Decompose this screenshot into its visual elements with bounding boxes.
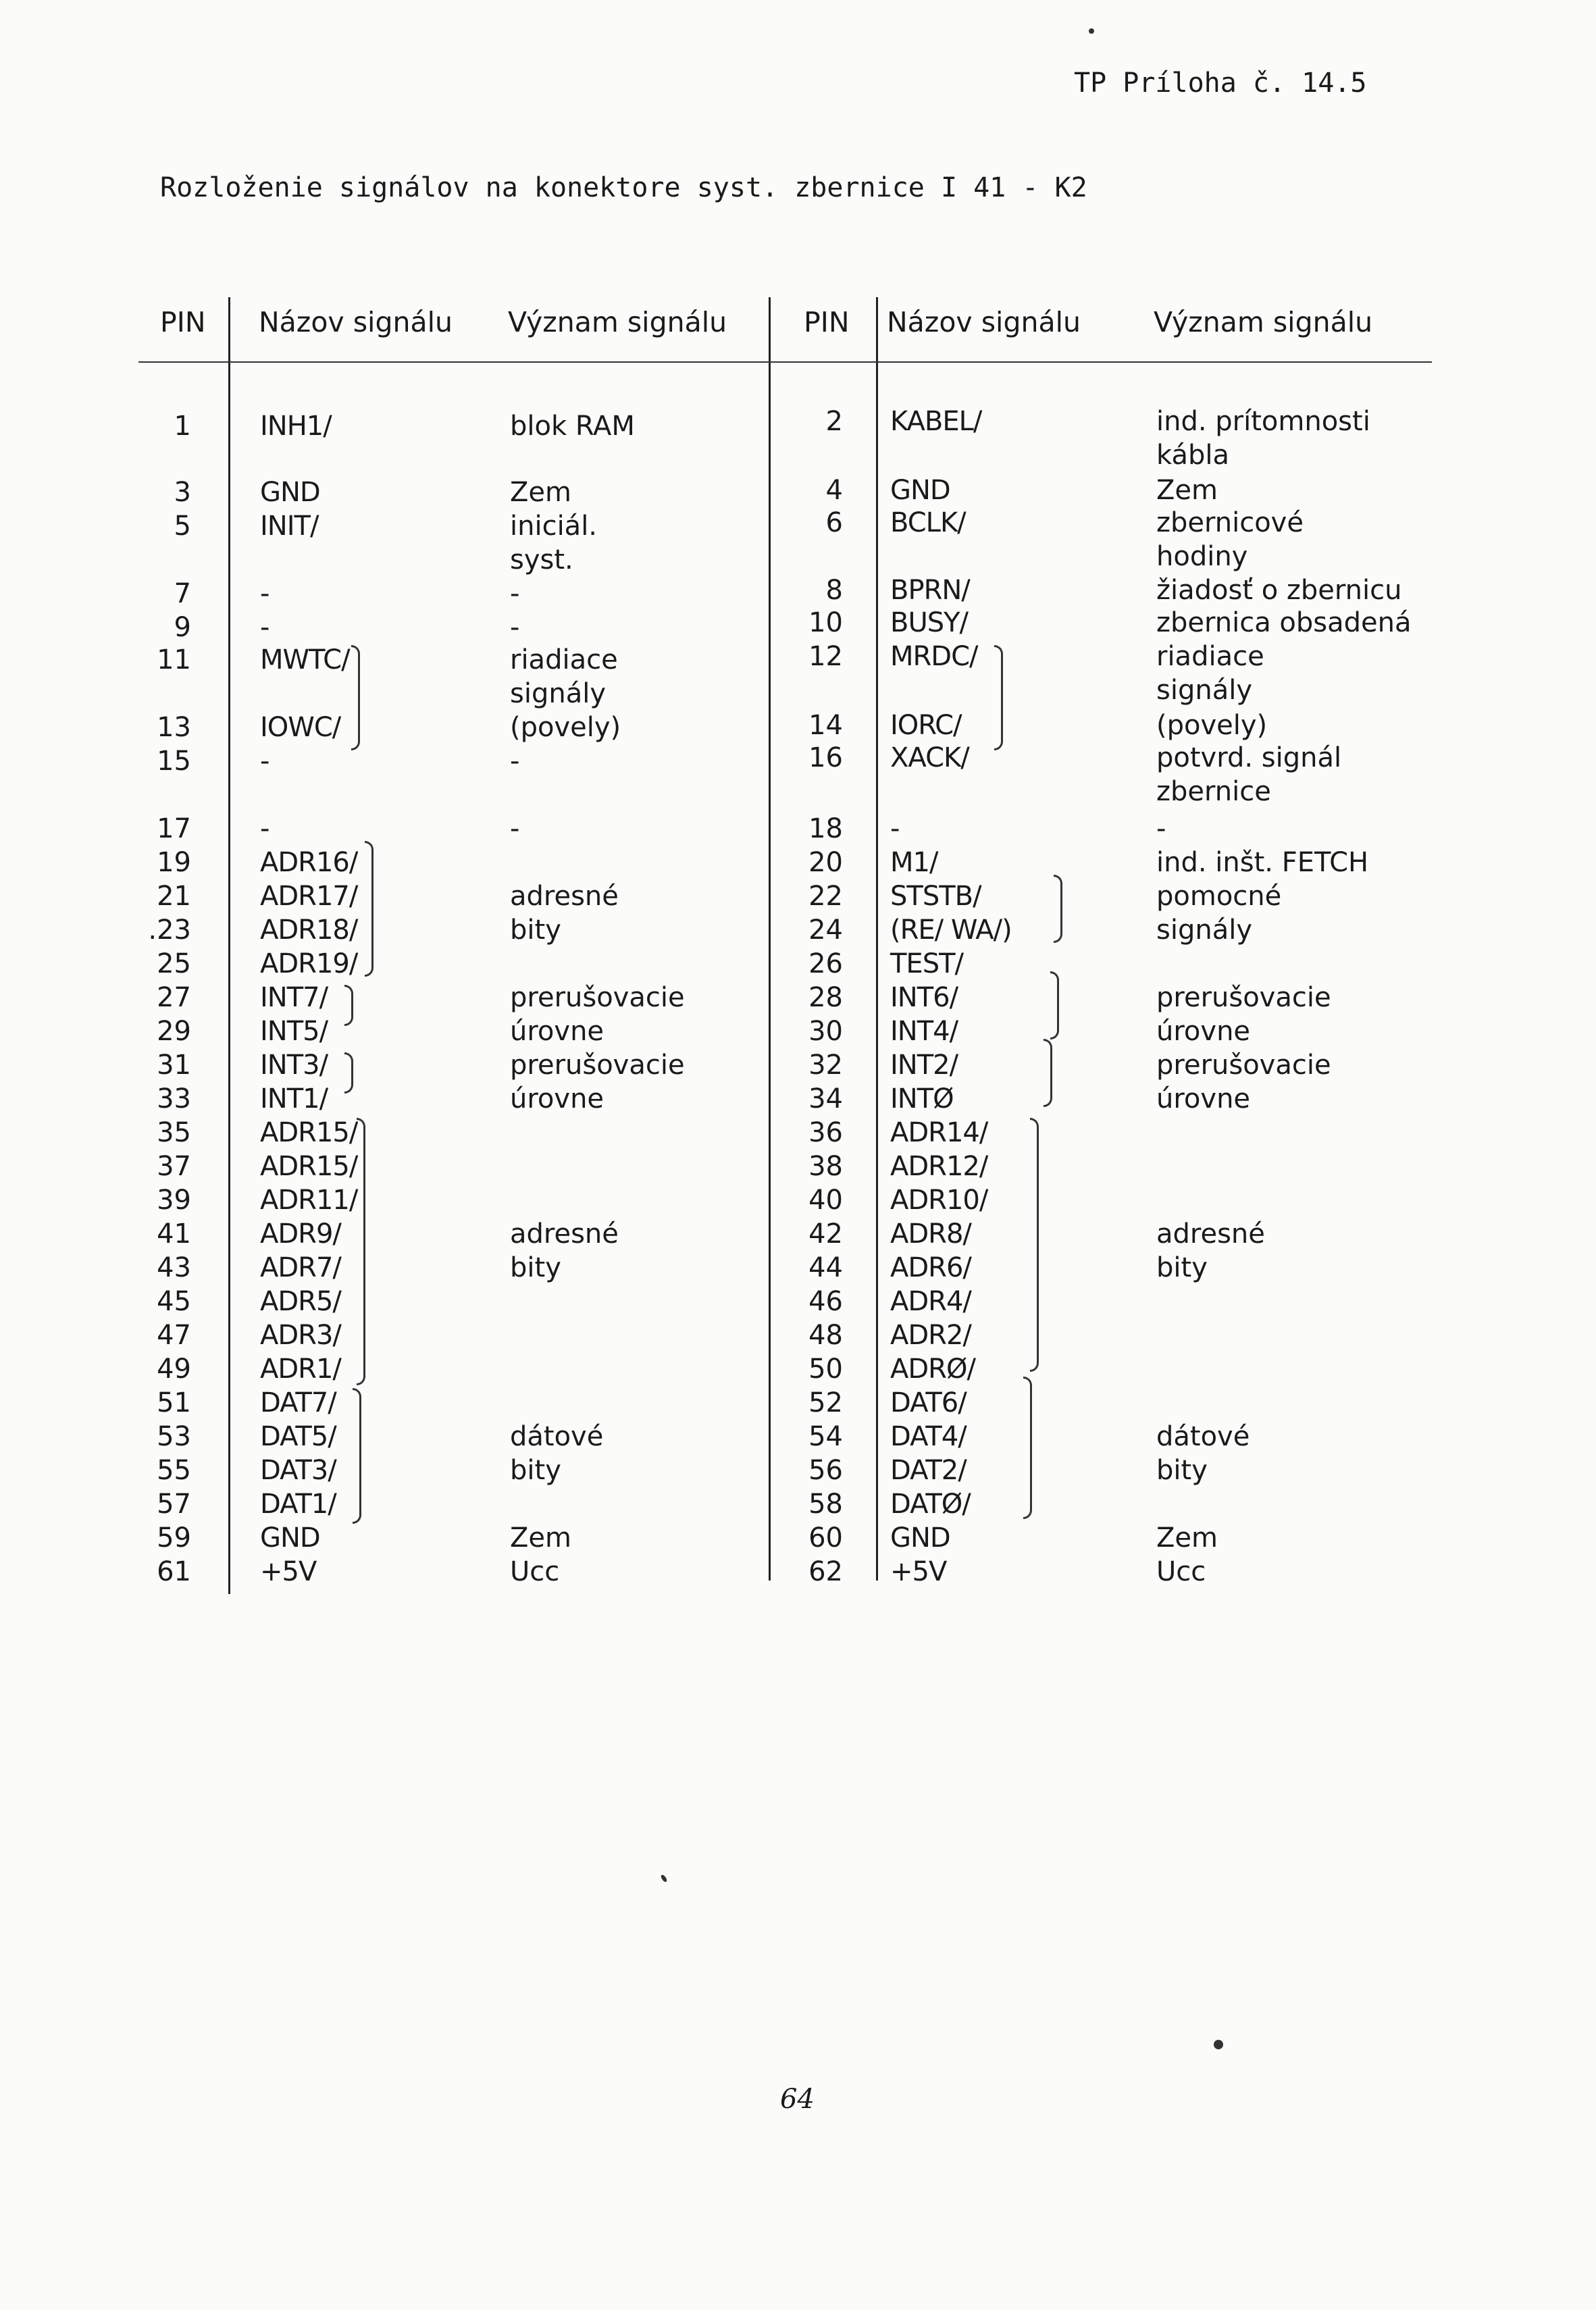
- right-name-cell: INT6/: [890, 982, 958, 1013]
- right-meaning-cell: -: [1156, 813, 1166, 844]
- left-pin-cell: 45: [157, 1286, 191, 1317]
- left-name-cell: ADR5/: [260, 1286, 341, 1317]
- right-meaning-cell: úrovne: [1156, 1016, 1251, 1047]
- column-divider-right: [876, 297, 878, 1581]
- right-pin-cell: 34: [808, 1083, 843, 1114]
- right-meaning-cell: ind. inšt. FETCH: [1156, 847, 1369, 878]
- right-pin-cell: 26: [808, 948, 843, 979]
- left-pin-cell: 33: [157, 1083, 191, 1114]
- right-meaning-cell: Ucc: [1156, 1556, 1206, 1587]
- brace-right-addr: [1030, 1118, 1039, 1372]
- right-pin-cell: 62: [808, 1556, 843, 1587]
- right-name-cell: +5V: [890, 1556, 947, 1587]
- right-meaning-cell: signály: [1156, 915, 1252, 946]
- left-pin-cell: 41: [157, 1218, 191, 1250]
- left-pin-cell: 11: [157, 644, 191, 675]
- brace-right-int-a: [1050, 971, 1059, 1040]
- right-name-cell: DATØ/: [890, 1489, 971, 1520]
- right-name-cell: GND: [890, 475, 950, 506]
- right-pin-cell: 42: [808, 1218, 843, 1250]
- right-name-cell: ADR10/: [890, 1185, 988, 1216]
- right-name-cell: DAT2/: [890, 1455, 967, 1486]
- left-pin-cell: 17: [157, 813, 191, 844]
- right-name-cell: ADR4/: [890, 1286, 971, 1317]
- header-meaning-left: Význam signálu: [508, 306, 727, 338]
- left-meaning-cell: -: [510, 746, 520, 777]
- right-pin-cell: 40: [808, 1185, 843, 1216]
- left-pin-cell: 29: [157, 1016, 191, 1047]
- left-meaning-cell: úrovne: [510, 1016, 604, 1047]
- header-pin-right: PIN: [804, 306, 850, 338]
- right-name-cell: GND: [890, 1522, 950, 1554]
- left-pin-cell: 31: [157, 1050, 191, 1081]
- right-pin-cell: 46: [808, 1286, 843, 1317]
- left-name-cell: DAT1/: [260, 1489, 336, 1520]
- left-pin-cell: 39: [157, 1185, 191, 1216]
- left-name-cell: ADR3/: [260, 1320, 341, 1351]
- right-meaning-cell: ind. prítomnosti: [1156, 406, 1370, 437]
- document-title: Rozloženie signálov na konektore syst. zbernice I 41 - K2: [160, 172, 1087, 203]
- right-meaning-cell: bity: [1156, 1455, 1208, 1486]
- header-rule: [138, 361, 1432, 363]
- left-name-cell: ADR18/: [260, 915, 358, 946]
- left-pin-cell: 53: [157, 1421, 191, 1452]
- right-pin-cell: 22: [808, 881, 843, 912]
- left-pin-cell: 21: [157, 881, 191, 912]
- left-pin-cell: 61: [157, 1556, 191, 1587]
- left-meaning-cell: (povely): [510, 712, 621, 743]
- right-name-cell: ADR14/: [890, 1117, 988, 1148]
- left-meaning-cell: bity: [510, 915, 561, 946]
- right-name-cell: INT2/: [890, 1050, 958, 1081]
- right-meaning-cell: adresné: [1156, 1218, 1265, 1250]
- left-pin-cell: 59: [157, 1522, 191, 1554]
- right-pin-cell: 44: [808, 1252, 843, 1283]
- right-name-cell: ADR8/: [890, 1218, 971, 1250]
- left-name-cell: DAT3/: [260, 1455, 336, 1486]
- right-pin-cell: 10: [808, 607, 843, 638]
- left-meaning-cell: Zem: [510, 477, 571, 508]
- left-name-cell: INT3/: [260, 1050, 328, 1081]
- right-meaning-cell: zbernicové: [1156, 507, 1304, 538]
- brace-right-int-b: [1044, 1039, 1052, 1107]
- scan-speck: [660, 1874, 668, 1882]
- left-pin-cell: .23: [148, 915, 191, 946]
- right-pin-cell: 36: [808, 1117, 843, 1148]
- left-name-cell: ADR15/: [260, 1151, 358, 1182]
- left-meaning-cell: -: [510, 578, 520, 609]
- right-name-cell: DAT6/: [890, 1387, 967, 1418]
- left-name-cell: DAT5/: [260, 1421, 336, 1452]
- left-pin-cell: 55: [157, 1455, 191, 1486]
- right-pin-cell: 24: [808, 915, 843, 946]
- left-meaning-cell: syst.: [510, 544, 573, 575]
- right-name-cell: (RE/ WA/): [890, 915, 1012, 946]
- left-pin-cell: 1: [174, 411, 191, 442]
- left-pin-cell: 7: [174, 578, 191, 609]
- left-meaning-cell: riadiace: [510, 644, 618, 675]
- right-pin-cell: 54: [808, 1421, 843, 1452]
- left-name-cell: IOWC/: [260, 712, 341, 743]
- left-name-cell: GND: [260, 1522, 320, 1554]
- left-pin-cell: 27: [157, 982, 191, 1013]
- column-divider-left: [228, 297, 230, 1594]
- brace-left-int-a: [344, 985, 353, 1026]
- left-pin-cell: 19: [157, 847, 191, 878]
- right-name-cell: INTØ: [890, 1083, 954, 1114]
- header-pin-left: PIN: [160, 306, 206, 338]
- scan-speck: [1089, 28, 1094, 34]
- document-header: TP Príloha č. 14.5: [1074, 68, 1367, 99]
- left-meaning-cell: signály: [510, 678, 606, 709]
- left-meaning-cell: adresné: [510, 1218, 619, 1250]
- left-pin-cell: 9: [174, 612, 191, 643]
- right-pin-cell: 8: [825, 575, 843, 606]
- left-meaning-cell: prerušovacie: [510, 1050, 685, 1081]
- right-pin-cell: 20: [808, 847, 843, 878]
- column-divider-middle: [769, 297, 771, 1581]
- left-meaning-cell: -: [510, 813, 520, 844]
- right-name-cell: ADR2/: [890, 1320, 971, 1351]
- left-pin-cell: 51: [157, 1387, 191, 1418]
- scan-speck: [1214, 2040, 1223, 2049]
- right-pin-cell: 4: [825, 475, 843, 506]
- right-meaning-cell: Zem: [1156, 1522, 1218, 1554]
- left-name-cell: GND: [260, 477, 320, 508]
- right-name-cell: M1/: [890, 847, 938, 878]
- left-name-cell: ADR15/: [260, 1117, 358, 1148]
- right-pin-cell: 6: [825, 507, 843, 538]
- right-name-cell: ADRØ/: [890, 1354, 975, 1385]
- brace-right-data: [1023, 1377, 1032, 1519]
- right-name-cell: XACK/: [890, 742, 969, 773]
- left-name-cell: ADR17/: [260, 881, 358, 912]
- right-name-cell: DAT4/: [890, 1421, 967, 1452]
- left-meaning-cell: bity: [510, 1252, 561, 1283]
- right-pin-cell: 32: [808, 1050, 843, 1081]
- left-pin-cell: 3: [174, 477, 191, 508]
- left-pin-cell: 47: [157, 1320, 191, 1351]
- left-pin-cell: 35: [157, 1117, 191, 1148]
- brace-left-addr-high: [365, 841, 374, 977]
- left-pin-cell: 49: [157, 1354, 191, 1385]
- right-meaning-cell: prerušovacie: [1156, 982, 1331, 1013]
- right-name-cell: IORC/: [890, 710, 962, 741]
- brace-left-data: [353, 1388, 361, 1524]
- right-pin-cell: 38: [808, 1151, 843, 1182]
- left-name-cell: INT7/: [260, 982, 328, 1013]
- right-pin-cell: 60: [808, 1522, 843, 1554]
- header-name-right: Názov signálu: [887, 306, 1081, 338]
- page-number: 64: [780, 2084, 815, 2115]
- header-name-left: Názov signálu: [259, 306, 453, 338]
- brace-left-int-b: [344, 1052, 353, 1094]
- right-pin-cell: 48: [808, 1320, 843, 1351]
- right-pin-cell: 14: [808, 710, 843, 741]
- left-name-cell: -: [260, 746, 269, 777]
- right-pin-cell: 28: [808, 982, 843, 1013]
- header-meaning-right: Význam signálu: [1154, 306, 1373, 338]
- left-meaning-cell: -: [510, 612, 520, 643]
- right-pin-cell: 2: [825, 406, 843, 437]
- right-name-cell: STSTB/: [890, 881, 981, 912]
- left-meaning-cell: iniciál.: [510, 511, 598, 542]
- right-meaning-cell: kábla: [1156, 440, 1229, 471]
- right-meaning-cell: úrovne: [1156, 1083, 1251, 1114]
- right-meaning-cell: žiadosť o zbernicu: [1156, 575, 1402, 606]
- right-pin-cell: 16: [808, 742, 843, 773]
- left-name-cell: INT5/: [260, 1016, 328, 1047]
- left-name-cell: MWTC/: [260, 644, 350, 675]
- left-name-cell: ADR19/: [260, 948, 358, 979]
- left-pin-cell: 13: [157, 712, 191, 743]
- right-pin-cell: 56: [808, 1455, 843, 1486]
- brace-left-addr: [357, 1118, 365, 1385]
- right-meaning-cell: Zem: [1156, 475, 1218, 506]
- left-name-cell: DAT7/: [260, 1387, 336, 1418]
- left-meaning-cell: blok RAM: [510, 411, 635, 442]
- right-pin-cell: 18: [808, 813, 843, 844]
- right-meaning-cell: potvrd. signál: [1156, 742, 1342, 773]
- right-name-cell: ADR6/: [890, 1252, 971, 1283]
- right-meaning-cell: prerušovacie: [1156, 1050, 1331, 1081]
- left-meaning-cell: úrovne: [510, 1083, 604, 1114]
- right-meaning-cell: zbernice: [1156, 776, 1271, 807]
- right-name-cell: KABEL/: [890, 406, 982, 437]
- right-pin-cell: 30: [808, 1016, 843, 1047]
- right-meaning-cell: zbernica obsadená: [1156, 607, 1412, 638]
- brace-right-control: [994, 645, 1003, 750]
- right-pin-cell: 50: [808, 1354, 843, 1385]
- left-pin-cell: 43: [157, 1252, 191, 1283]
- left-meaning-cell: prerušovacie: [510, 982, 685, 1013]
- left-name-cell: -: [260, 813, 269, 844]
- right-name-cell: BUSY/: [890, 607, 969, 638]
- left-pin-cell: 15: [157, 746, 191, 777]
- right-meaning-cell: hodiny: [1156, 541, 1248, 572]
- left-name-cell: INT1/: [260, 1083, 328, 1114]
- right-name-cell: BCLK/: [890, 507, 966, 538]
- right-meaning-cell: dátové: [1156, 1421, 1250, 1452]
- brace-right-aux: [1054, 875, 1062, 943]
- left-meaning-cell: Ucc: [510, 1556, 560, 1587]
- left-meaning-cell: adresné: [510, 881, 619, 912]
- left-pin-cell: 57: [157, 1489, 191, 1520]
- brace-left-control: [351, 645, 360, 750]
- left-name-cell: ADR9/: [260, 1218, 341, 1250]
- left-name-cell: ADR16/: [260, 847, 358, 878]
- right-pin-cell: 12: [808, 641, 843, 672]
- left-name-cell: +5V: [260, 1556, 317, 1587]
- left-name-cell: INIT/: [260, 511, 319, 542]
- right-name-cell: INT4/: [890, 1016, 958, 1047]
- right-meaning-cell: pomocné: [1156, 881, 1282, 912]
- right-name-cell: MRDC/: [890, 641, 978, 672]
- left-pin-cell: 5: [174, 511, 191, 542]
- left-pin-cell: 25: [157, 948, 191, 979]
- left-name-cell: ADR1/: [260, 1354, 341, 1385]
- right-meaning-cell: riadiace: [1156, 641, 1264, 672]
- right-pin-cell: 52: [808, 1387, 843, 1418]
- right-pin-cell: 58: [808, 1489, 843, 1520]
- left-name-cell: -: [260, 578, 269, 609]
- right-meaning-cell: bity: [1156, 1252, 1208, 1283]
- left-name-cell: ADR7/: [260, 1252, 341, 1283]
- left-name-cell: INH1/: [260, 411, 332, 442]
- right-name-cell: -: [890, 813, 900, 844]
- right-meaning-cell: signály: [1156, 675, 1252, 706]
- right-name-cell: TEST/: [890, 948, 964, 979]
- left-meaning-cell: dátové: [510, 1421, 604, 1452]
- left-name-cell: -: [260, 612, 269, 643]
- left-name-cell: ADR11/: [260, 1185, 358, 1216]
- right-name-cell: BPRN/: [890, 575, 970, 606]
- right-meaning-cell: (povely): [1156, 710, 1268, 741]
- left-meaning-cell: Zem: [510, 1522, 571, 1554]
- left-meaning-cell: bity: [510, 1455, 561, 1486]
- left-pin-cell: 37: [157, 1151, 191, 1182]
- right-name-cell: ADR12/: [890, 1151, 988, 1182]
